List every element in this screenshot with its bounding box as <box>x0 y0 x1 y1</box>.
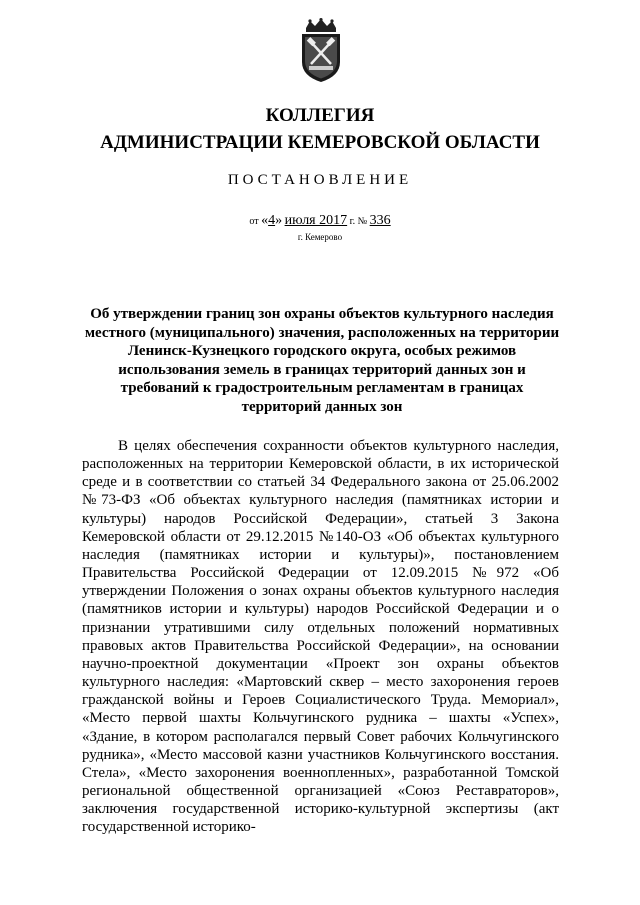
date-open-quote: « <box>261 213 269 228</box>
date-close-quote: » <box>275 213 283 228</box>
date-month-year: июля 2017 <box>284 213 348 228</box>
number-sign: № <box>357 216 368 227</box>
document-title: Об утверждении границ зон охраны объектов культурного наследия местного (муниципального) значения, расположенных на территории Ленинск-Кузнецкого городского округа, особых режимов использования земель в границах территорий данных зон и требований к градостроительным регламентам в границах территорий данных зон <box>84 306 560 415</box>
date-number-line <box>0 214 640 229</box>
date-day: 4 <box>268 213 276 228</box>
document-number: 336 <box>369 213 391 228</box>
org-name-line2: АДМИНИСТРАЦИИ КЕМЕРОВСКОЙ ОБЛАСТИ <box>100 132 540 153</box>
org-name-line1: КОЛЛЕГИЯ <box>265 105 375 126</box>
date-year-suffix: г. <box>349 216 356 227</box>
document-place: г. Кемерово <box>297 232 343 242</box>
body-paragraph: В целях обеспечения сохранности объектов культурного наследия, расположенных на территории Кемеровской области, в их исторической среде и в соответствии со статьей 34 Федерального закона от 25.06.2002 №73-ФЗ «Об объектах культурного наследия (памятниках истории и культуры) народов Российской Федерации», статьей 3 Закона Кемеровской области от 29.12.2015 №140-ОЗ «Об объектах культурного наследия (памятниках истории и культуры)», постановлением Правительства Российской Федерации от 12.09.2015 №972 «Об утверждении Положения о зонах охраны объектов культурного наследия (памятников истории и культуры) народов Российской Федерации и о признании утратившими силу отдельных положений нормативных правовых актов Правительства Российской Федерации», на основании научно-проектной документации «Проект зон охраны объектов культурного наследия: «Мартовский сквер – место захоронения героев гражданской войны и Героев Социалистического Труда. Мемориал», «Место первой шахты Кольчугинского рудника – шахты «Успех», «Здание, в котором располагался первый Совет рабочих Кольчугинского рудника», «Место массовой казни участников Кольчугинского восстания. Стела», «Место захоронения военнопленных», разработанной Томской региональной общественной организацией «Союз Реставраторов», заключения государственной историко-культурной экспертизы (акт государственной историко- <box>82 438 559 836</box>
coat-of-arms-icon <box>297 18 345 84</box>
date-prefix: от <box>249 216 259 227</box>
document-type: ПОСТАНОВЛЕНИЕ <box>227 172 413 188</box>
